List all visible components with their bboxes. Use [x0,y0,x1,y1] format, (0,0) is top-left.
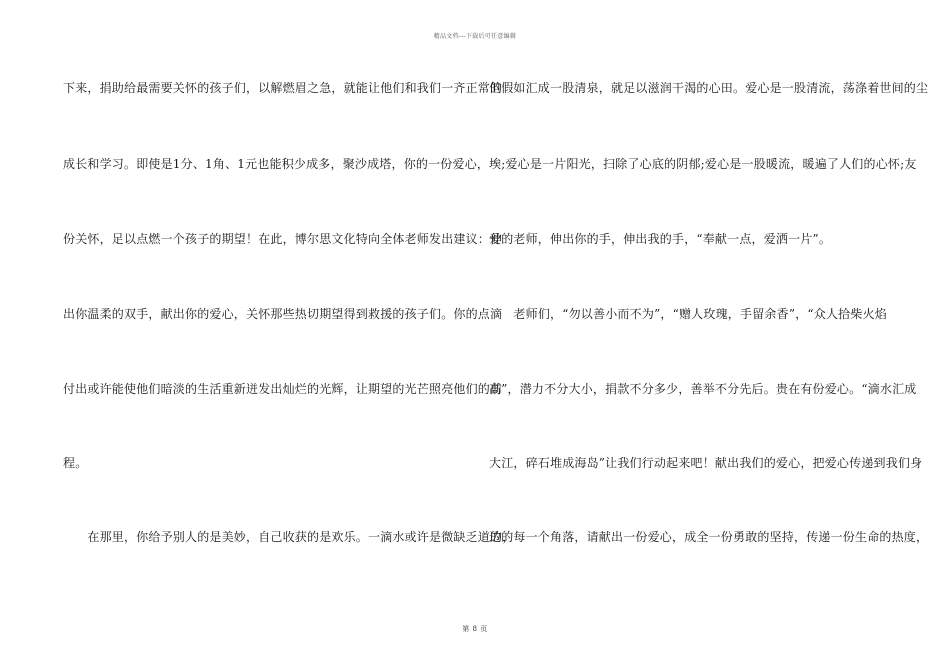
text-line: 大江，碎石堆成海岛”让我们行动起来吧！献出我们的爱心，把爱心传递到我们身 [489,456,923,470]
text-line: 出你温柔的双手，献出你的爱心，关怀那些热切期望得到救援的孩子们。你的点滴 [63,307,503,321]
page-number: 第 8 页 [462,625,488,633]
text-line: 份关怀，足以点燃一个孩子的期望！在此，博尔思文化特向全体老师发出建议：伸 [63,232,503,246]
text-line: 在那里，你给予别人的是美妙，自己收获的是欢乐。一滴水或许是微缺乏道的， [63,530,515,544]
page-header: 精品文档---下载后可任意编辑 [433,33,517,40]
text-line: 埃;爱心是一片阳光，扫除了心底的阴郁;爱心是一股暖流，暖遍了人们的心怀;友 [489,157,917,171]
text-line: 高”，潜力不分大小，捐款不分多少，善举不分先后。贵在有份爱心。“滴水汇成 [489,382,917,396]
text-line: 边的每一个角落，请献出一份爱心，成全一份勇敢的坚持，传递一份生命的热度， [489,530,929,544]
text-line: 成长和学习。即使是1分、1角、1元也能积少成多，聚沙成塔，你的一份爱心，一 [63,157,502,171]
text-line: 但假如汇成一股清泉，就足以滋润干渴的心田。爱心是一股清流，荡涤着世间的尘 [489,81,929,95]
text-line: 老师们，“勿以善小而不为”，“赠人玫瑰，手留余香”，“众人拾柴火焰 [489,307,887,321]
text-line: 下来，捐助给最需要关怀的孩子们，以解燃眉之急，就能让他们和我们一齐正常的 [63,81,503,95]
text-line: 爱的老师，伸出你的手，伸出我的手，“奉献一点，爱洒一片”。 [489,232,832,246]
text-line: 付出或许能使他们暗淡的生活重新迸发出灿烂的光辉，让期望的光芒照亮他们的前 [63,382,503,396]
text-line: 程。 [63,456,88,470]
